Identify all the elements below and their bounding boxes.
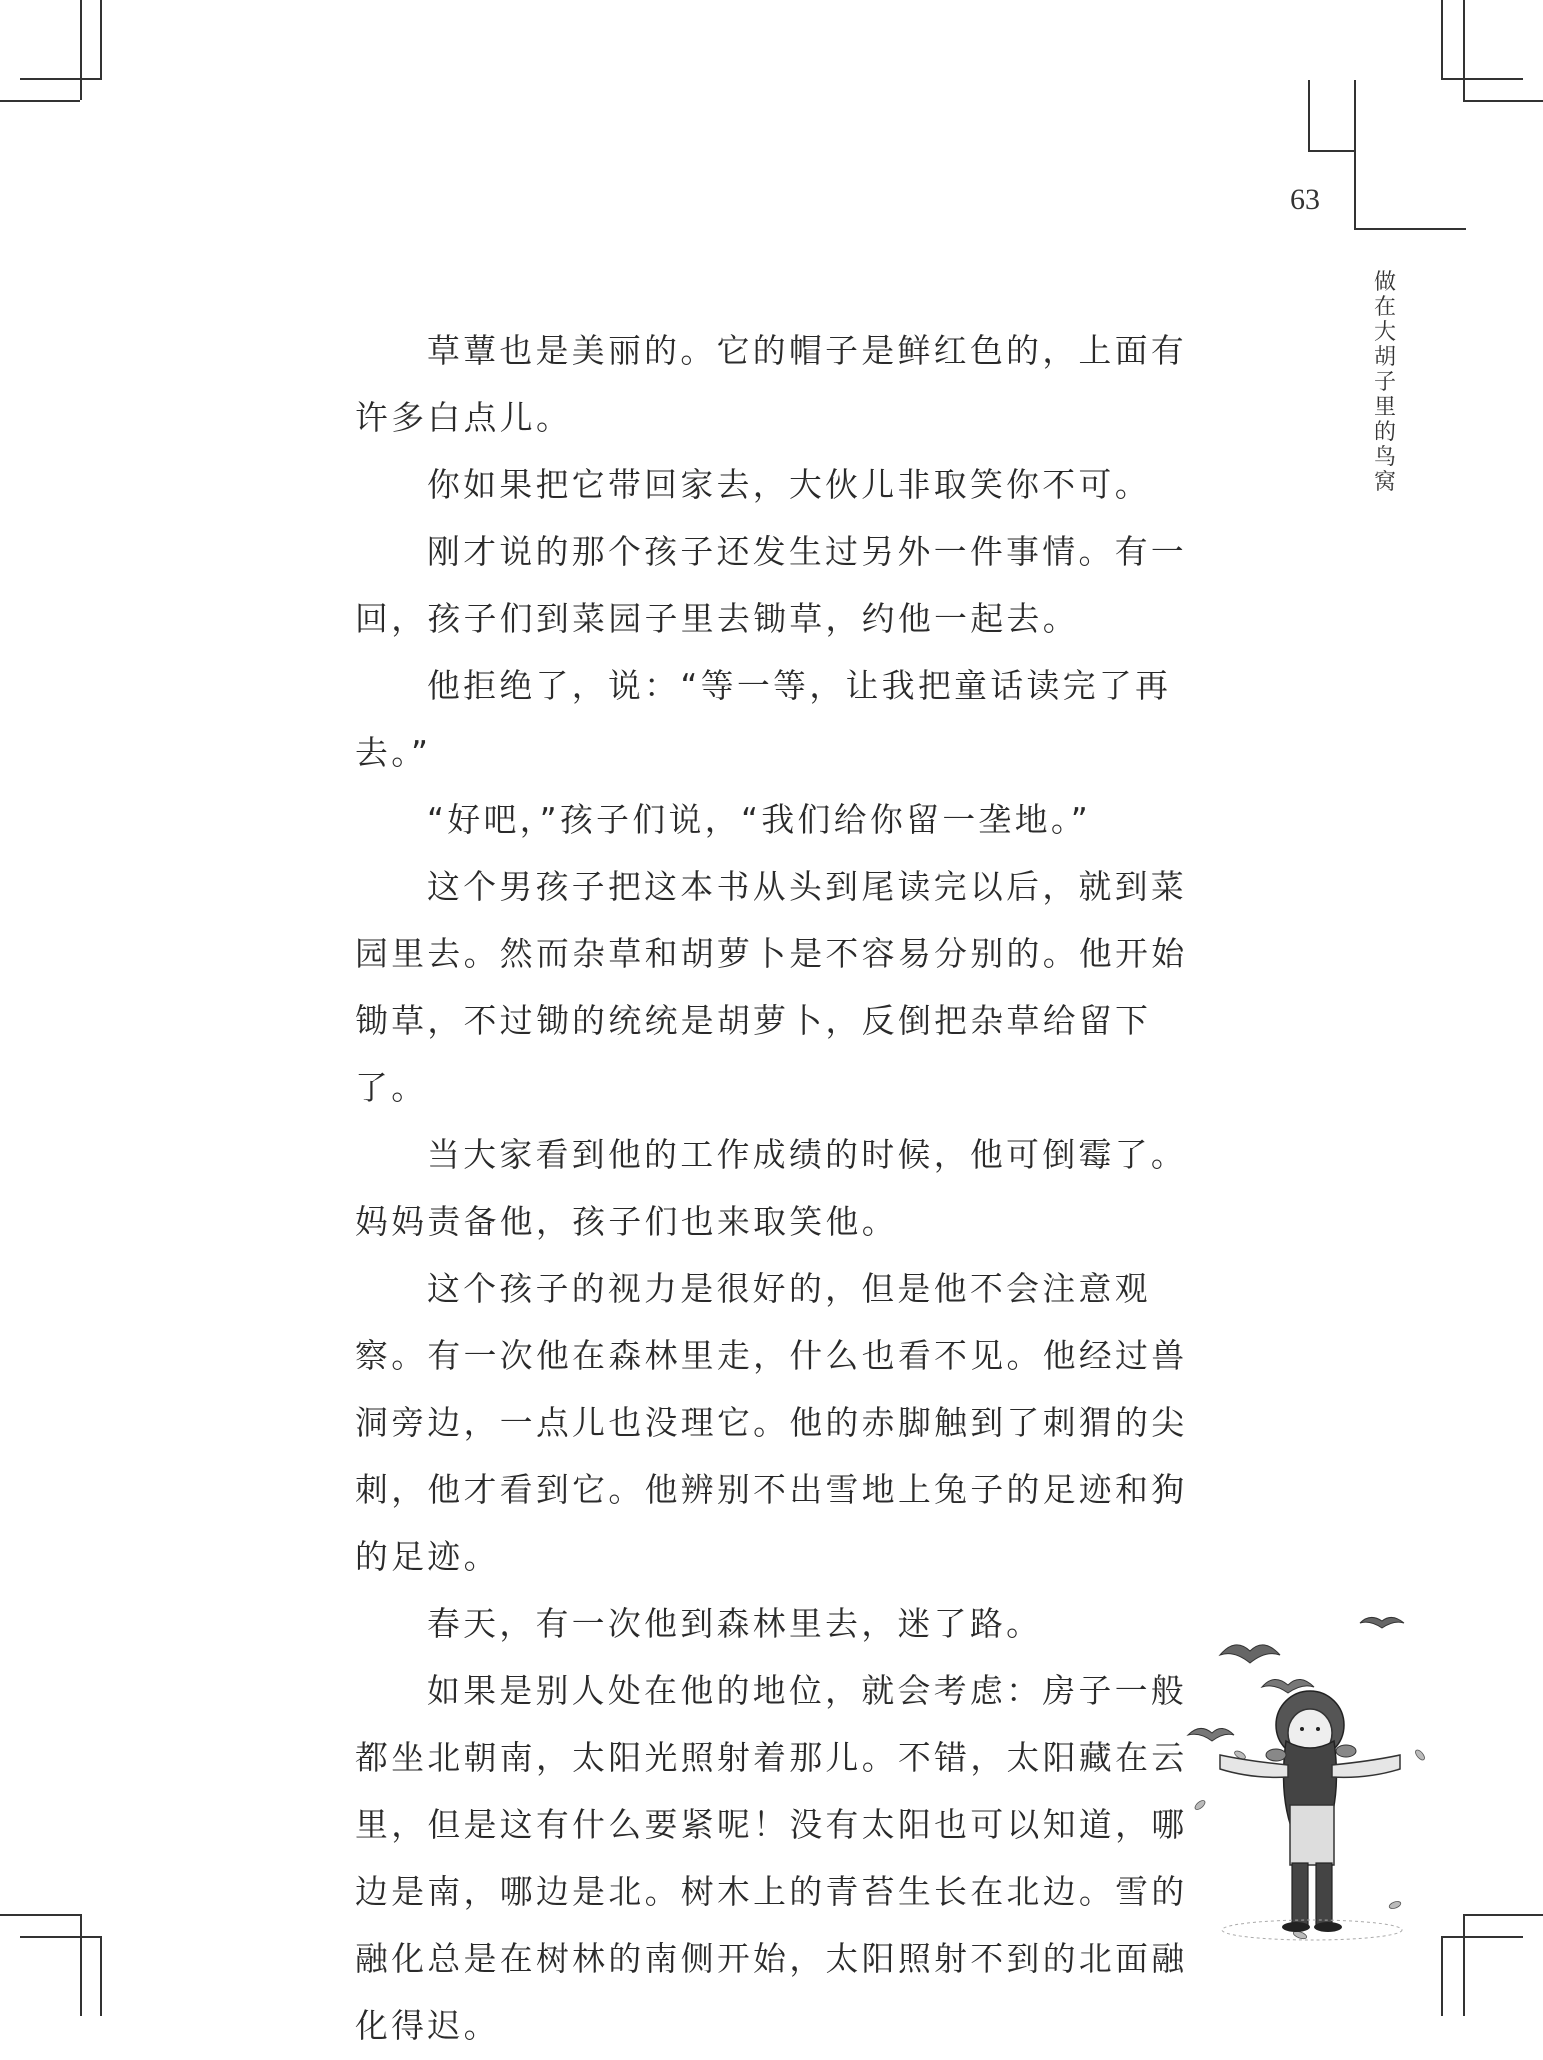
header-rule-v2 [1354,80,1356,230]
header-rule-h2 [1354,228,1466,230]
bearded-man-illustration [1180,1605,1510,1945]
bird-icon [1220,1645,1280,1663]
page-number: 63 [1290,183,1320,216]
crop-mark-top-left-h2 [0,100,80,102]
paragraph: 当大家看到他的工作成绩的时候，他可倒霉了。妈妈责备他，孩子们也来取笑他。 [355,1136,1188,1241]
crop-mark-top-left-v2 [80,0,82,100]
crop-mark-bottom-right-v2 [1441,1936,1443,2016]
paragraph: 刚才说的那个孩子还发生过另外一件事情。有一回，孩子们到菜园子里去锄草，约他一起去。 [355,533,1188,638]
crop-mark-bottom-left-v2 [100,1936,102,2016]
paragraph: 草蕈也是美丽的。它的帽子是鲜红色的，上面有许多白点儿。 [355,332,1188,437]
running-title: 做在大胡子里的鸟窝 [1373,270,1396,495]
crop-mark-top-right-v [1441,0,1443,78]
header-rule-v1 [1308,80,1310,152]
paragraph: 这个孩子的视力是很好的，但是他不会注意观察。有一次他在森林里走，什么也看不见。他经过兽洞旁边，一点儿也没理它。他的赤脚触到了刺猬的尖刺，他才看到它。他辨别不出雪地上兔子的足迹和狗的足迹。 [355,1270,1188,1576]
body-text [355,318,1215,2060]
crop-mark-bottom-left-v [80,1914,82,2016]
crop-mark-bottom-left-h [0,1914,82,1916]
bird-icon [1360,1617,1404,1628]
paragraph: 你如果把它带回家去，大伙儿非取笑你不可。 [427,466,1151,504]
crop-mark-top-right-h [1441,78,1523,80]
paragraph: 春天，有一次他到森林里去，迷了路。 [427,1605,1043,1643]
crop-mark-top-left-h [20,78,102,80]
paragraph: “好吧，”孩子们说，“我们给你留一垄地。” [427,801,1092,839]
header-rule-h1 [1308,150,1356,152]
bird-icon [1188,1728,1234,1741]
paragraph: 如果是别人处在他的地位，就会考虑：房子一般都坐北朝南，太阳光照射着那儿。不错，太阳藏在云里，但是这有什么要紧呢！没有太阳也可以知道，哪边是南，哪边是北。树木上的青苔生长在北边。雪的融化总是在树林的南侧开始，太阳照射不到的北面融化得迟。 [355,1672,1188,2045]
crop-mark-top-right-v2 [1463,0,1465,100]
crop-mark-top-right-h2 [1463,100,1543,102]
crop-mark-top-left-v [100,0,102,80]
crop-mark-bottom-left-h2 [20,1936,102,1938]
paragraph: 这个男孩子把这本书从头到尾读完以后，就到菜园里去。然而杂草和胡萝卜是不容易分别的。他开始锄草，不过锄的统统是胡萝卜，反倒把杂草给留下了。 [355,868,1188,1107]
paragraph: 他拒绝了，说：“等一等，让我把童话读完了再去。” [355,667,1172,772]
